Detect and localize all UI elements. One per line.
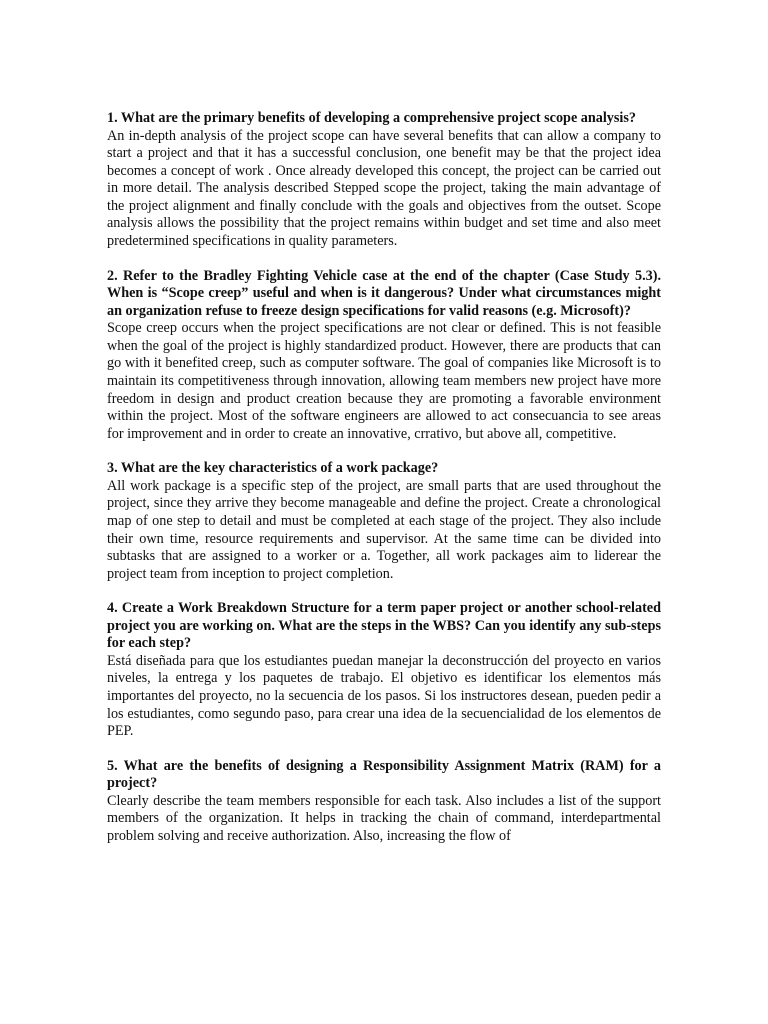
qa-item-5: [107, 758, 661, 846]
qa-item-3: [107, 460, 661, 583]
question-3: 3. What are the key characteristics of a work package?: [107, 460, 439, 477]
qa-item-1: [107, 110, 661, 251]
answer-5: Clearly describe the team members responsible for each task. Also includes a list of the support members of the organization. It helps in tracking the chain of command, interdepartmental problem solving and receive authorization. Also, increasing the flow of: [107, 792, 661, 845]
question-1: 1. What are the primary benefits of developing a comprehensive project scope analysis?: [107, 110, 636, 126]
answer-2: Scope creep occurs when the project specifications are not clear or defined. This is not feasible when the goal of the project is highly standardized product. However, there are products that can go with it benefited creep, such as computer software. The goal of companies like Microsoft is to maintain its competitiveness through innovation, allowing team members new project have more freedom in design and product creation because they are promoting a favorable environment within the project. Most of the software engineers are allowed to act consecuancia to see areas for improvement and in order to create an innovative, crrativo, but above all, competitive.: [107, 320, 661, 442]
qa-item-4: [107, 600, 661, 740]
question-4: 4. Create a Work Breakdown Structure for a term paper project or another school-related project you are working on. What are the steps in the WBS? Can you identify any sub-steps for each step?: [107, 600, 661, 652]
question-5: 5. What are the benefits of designing a Responsibility Assignment Matrix (RAM) for a project?: [107, 757, 661, 792]
answer-4: Está diseñada para que los estudiantes puedan manejar la deconstrucción del proyecto en varios niveles, la entrega y los paquetes de trabajo. El objetivo es identificar los elementos más importantes del proyecto, no la secuencia de los pasos. Si los instructores desean, pueden pedir a los estudiantes, como segundo paso, para crear una idea de la secuencialidad de los elementos de PEP.: [107, 652, 661, 740]
answer-3: All work package is a specific step of the project, are small parts that are used throughout the project, since they arrive they become manageable and define the project. Create a chronological map of one step to detail and must be completed at each stage of the project. They also include their own time, resource requirements and supervisor. At the same time can be divided into subtasks that are assigned to a worker or a. Together, all work packages aim to liderear the project team from inception to project completion.: [107, 477, 661, 582]
qa-item-2: [107, 268, 661, 444]
question-2: 2. Refer to the Bradley Fighting Vehicle case at the end of the chapter (Case Study 5.3). When is “Scope creep” useful and when is it dangerous? Under what circumstances might an organization refuse to freeze design specifications for valid reasons (e.g. Microsoft)?: [107, 267, 661, 319]
document-page: [107, 110, 661, 863]
answer-1: An in-depth analysis of the project scope can have several benefits that can allow a company to start a project and that it has a successful conclusion, one benefit may be that the project idea becomes a concept of work . Once already developed this concept, the project can be carried out in more detail. The analysis described Stepped scope the project, taking the main advantage of the project alignment and finally conclude with the goals and objectives from the outset. Scope analysis allows the possibility that the project remains within budget and set time and also meet predetermined specifications in quality parameters.: [107, 127, 661, 250]
